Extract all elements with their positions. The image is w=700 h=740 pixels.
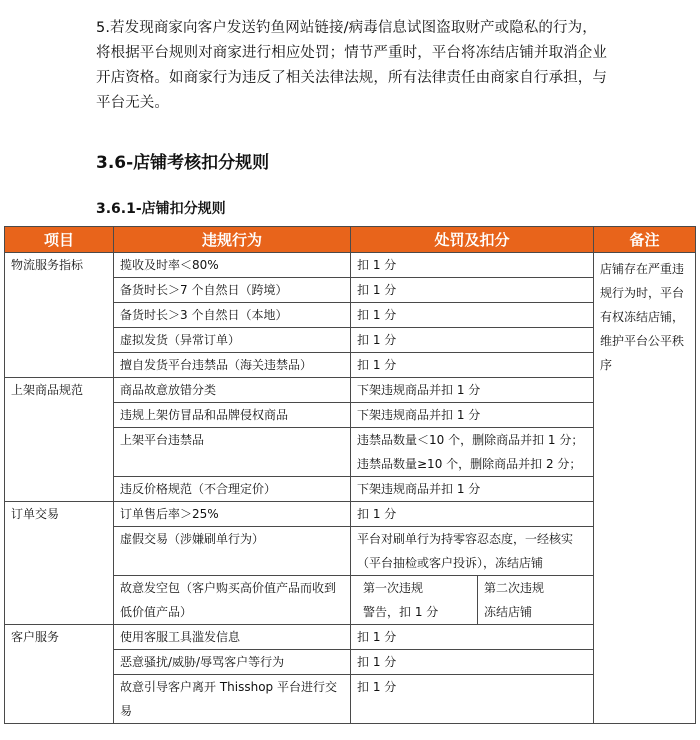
cell-line: 规行为时，平台 <box>600 286 685 300</box>
category-cell: 客户服务 <box>5 625 114 724</box>
penalty-cell <box>351 527 594 576</box>
penalty-cell <box>351 403 594 428</box>
cell-line: 扣 1 分 <box>357 283 397 297</box>
violation-cell <box>114 428 351 477</box>
header-penalty: 处罚及扣分 <box>351 227 594 253</box>
penalty-cell <box>351 625 594 650</box>
penalty-cell <box>351 576 594 625</box>
cell-line: 序 <box>600 358 613 372</box>
paragraph-line: 开店资格。如商家行为违反了相关法律法规，所有法律责任由商家自行承担，与 <box>96 70 607 86</box>
cell-line: 下架违规商品并扣 1 分 <box>357 408 481 422</box>
penalty-split-column <box>477 576 587 624</box>
cell-line: 扣 1 分 <box>357 258 397 272</box>
intro-paragraph <box>96 16 616 116</box>
penalty-cell <box>351 502 594 527</box>
violation-cell <box>114 403 351 428</box>
paragraph-line: 将根据平台规则对商家进行相应处罚；情节严重时，平台将冻结店铺并取消企业 <box>96 45 607 61</box>
header-violation: 违规行为 <box>114 227 351 253</box>
violation-cell <box>114 650 351 675</box>
penalty-cell <box>351 378 594 403</box>
cell-line: 商品故意放错分类 <box>120 383 217 397</box>
category-cell: 订单交易 <box>5 502 114 625</box>
violation-cell <box>114 378 351 403</box>
violation-cell <box>114 527 351 576</box>
cell-line: 违禁品数量≥10 个，删除商品并扣 2 分； <box>357 457 582 471</box>
deduction-rules-table <box>4 226 696 724</box>
penalty-split-column <box>357 576 478 624</box>
cell-line: 违反价格规范（不合理定价） <box>120 482 277 496</box>
cell-line: 下架违规商品并扣 1 分 <box>357 383 481 397</box>
penalty-cell <box>351 675 594 724</box>
cell-line: 故意引导客户离开 Thisshop 平台进行交 <box>120 680 337 694</box>
cell-line: 低价值产品） <box>120 605 193 619</box>
cell-line: 扣 1 分 <box>357 333 397 347</box>
category-cell: 物流服务指标 <box>5 253 114 378</box>
note-cell <box>594 253 696 724</box>
cell-line: 平台对刷单行为持零容忍态度，一经核实 <box>357 532 574 546</box>
penalty-cell <box>351 253 594 278</box>
cell-line: 违规上架仿冒品和品牌侵权商品 <box>120 408 289 422</box>
cell-line: 揽收及时率＜80% <box>120 258 219 272</box>
category-cell: 上架商品规范 <box>5 378 114 502</box>
header-note: 备注 <box>594 227 696 253</box>
cell-line: 扣 1 分 <box>357 358 397 372</box>
penalty-cell <box>351 353 594 378</box>
cell-line: 扣 1 分 <box>357 655 397 669</box>
table-row <box>5 625 696 650</box>
cell-line: 虚假交易（涉嫌刷单行为） <box>120 532 265 546</box>
cell-line: 第二次违规 <box>484 581 545 595</box>
cell-line: 备货时长＞3 个自然日（本地） <box>120 308 288 322</box>
penalty-cell <box>351 428 594 477</box>
violation-cell <box>114 576 351 625</box>
cell-line: 第一次违规 <box>363 581 424 595</box>
cell-line: 恶意骚扰/威胁/辱骂客户等行为 <box>120 655 285 669</box>
penalty-split <box>357 576 587 624</box>
violation-cell <box>114 353 351 378</box>
penalty-cell <box>351 477 594 502</box>
violation-cell <box>114 253 351 278</box>
violation-cell <box>114 502 351 527</box>
cell-line: 冻结店铺 <box>484 605 533 619</box>
subsection-title: 3.6.1-店铺扣分规则 <box>96 201 226 217</box>
cell-line: 上架平台违禁品 <box>120 433 205 447</box>
cell-line: 扣 1 分 <box>357 507 397 521</box>
cell-line: 下架违规商品并扣 1 分 <box>357 482 481 496</box>
cell-line: 店铺存在严重违 <box>600 262 685 276</box>
violation-cell <box>114 477 351 502</box>
cell-line: 违禁品数量＜10 个，删除商品并扣 1 分； <box>357 433 584 447</box>
violation-cell <box>114 278 351 303</box>
cell-line: 易 <box>120 704 133 718</box>
penalty-cell <box>351 328 594 353</box>
violation-cell <box>114 625 351 650</box>
cell-line: 虚拟发货（异常订单） <box>120 333 241 347</box>
table-header-row <box>5 227 696 253</box>
cell-line: 订单售后率＞25% <box>120 507 219 521</box>
cell-line: 扣 1 分 <box>357 630 397 644</box>
violation-cell <box>114 328 351 353</box>
penalty-cell <box>351 650 594 675</box>
violation-cell <box>114 675 351 724</box>
violation-cell <box>114 303 351 328</box>
cell-line: （平台抽检或客户投诉），冻结店铺 <box>357 556 544 570</box>
paragraph-line: 平台无关。 <box>96 95 169 111</box>
cell-line: 故意发空包（客户购买高价值产品而收到 <box>120 581 337 595</box>
penalty-cell <box>351 278 594 303</box>
table-row <box>5 378 696 403</box>
cell-line: 扣 1 分 <box>357 680 397 694</box>
cell-line: 扣 1 分 <box>357 308 397 322</box>
header-item: 项目 <box>5 227 114 253</box>
paragraph-line: 5.若发现商家向客户发送钓鱼网站链接/病毒信息试图盗取财产或隐私的行为， <box>96 20 597 36</box>
cell-line: 擅自发货平台违禁品（海关违禁品） <box>120 358 313 372</box>
table-row <box>5 502 696 527</box>
cell-line: 警告，扣 1 分 <box>363 605 439 619</box>
table-row <box>5 253 696 278</box>
penalty-cell <box>351 303 594 328</box>
cell-line: 有权冻结店铺， <box>600 310 685 324</box>
cell-line: 使用客服工具滥发信息 <box>120 630 241 644</box>
cell-line: 备货时长＞7 个自然日（跨境） <box>120 283 288 297</box>
section-title: 3.6-店铺考核扣分规则 <box>96 153 270 173</box>
cell-line: 维护平台公平秩 <box>600 334 685 348</box>
